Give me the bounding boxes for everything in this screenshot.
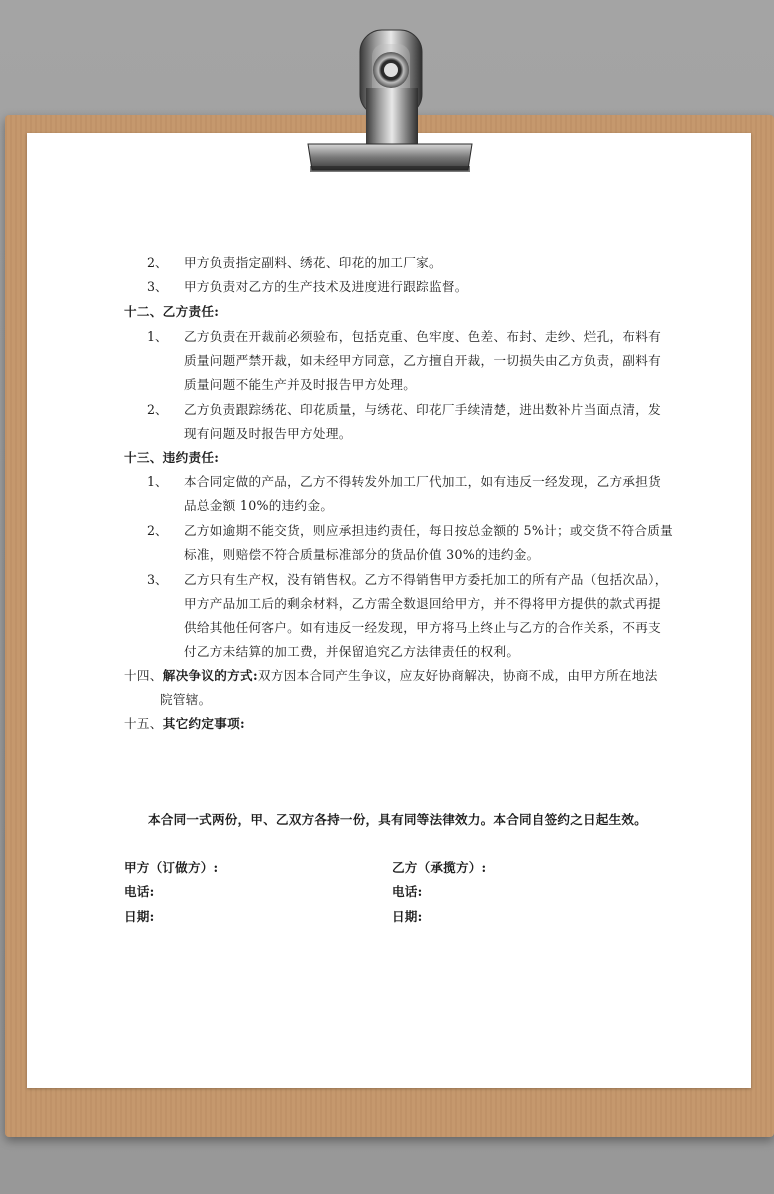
item-text: 本合同定做的产品，乙方不得转发外加工厂代加工，如有违反一经发现，乙方承担货 xyxy=(184,474,662,489)
party-a-label: 甲方（订做方）: xyxy=(124,860,219,875)
item-text: 质量问题不能生产并及时报告甲方处理。 xyxy=(184,377,417,392)
item-text: 乙方负责在开裁前必须验布，包括克重、色牢度、色差、布封、走纱、烂孔，布料有 xyxy=(184,329,662,344)
item-text: 现有问题及时报告甲方处理。 xyxy=(184,426,352,441)
item-number: 2、 xyxy=(147,255,168,270)
item-text: 乙方如逾期不能交货，则应承担违约责任，每日按总金额的 5%计；或交货不符合质量 xyxy=(184,523,674,538)
item-number: 3、 xyxy=(147,572,168,587)
section-text: 双方因本合同产生争议，应友好协商解决，协商不成，由甲方所在地法 xyxy=(257,668,658,683)
section-heading-12: 十二、乙方责任: xyxy=(124,304,220,319)
section-prefix: 十四、 xyxy=(124,668,163,683)
item-text: 品总金额 10%的违约金。 xyxy=(184,498,334,513)
party-b-label: 乙方（承揽方）: xyxy=(392,860,487,875)
item-number: 1、 xyxy=(147,474,168,489)
item-number: 3、 xyxy=(147,279,168,294)
section-heading-14 xyxy=(124,668,658,684)
section-text: 院管辖。 xyxy=(160,692,212,707)
party-b-date: 日期: xyxy=(392,909,423,924)
section-heading-13: 十三、违约责任: xyxy=(124,450,220,465)
item-text: 供给其他任何客户。如有违反一经发现，甲方将马上终止与乙方的合作关系，不再支 xyxy=(184,620,662,635)
closing-statement: 本合同一式两份，甲、乙双方各持一份，具有同等法律效力。本合同自签约之日起生效。 xyxy=(148,812,647,827)
section-heading-15 xyxy=(124,716,245,732)
item-number: 2、 xyxy=(147,523,168,538)
section-title: 其它约定事项: xyxy=(162,716,245,731)
item-text: 付乙方未结算的加工费，并保留追究乙方法律责任的权利。 xyxy=(184,644,520,659)
item-text: 甲方负责指定副料、绣花、印花的加工厂家。 xyxy=(184,255,442,270)
section-prefix: 十五、 xyxy=(124,716,163,731)
item-text: 乙方负责跟踪绣花、印花质量，与绣花、印花厂手续清楚，进出数补片当面点清，发 xyxy=(184,402,662,417)
party-a-date: 日期: xyxy=(124,909,155,924)
party-a-phone: 电话: xyxy=(124,884,155,899)
item-number: 2、 xyxy=(147,402,168,417)
item-text: 甲方负责对乙方的生产技术及进度进行跟踪监督。 xyxy=(184,279,468,294)
item-text: 乙方只有生产权，没有销售权。乙方不得销售甲方委托加工的所有产品（包括次品）， xyxy=(184,572,668,587)
item-text: 甲方产品加工后的剩余材料，乙方需全数退回给甲方，并不得将甲方提供的款式再提 xyxy=(184,596,662,611)
item-number: 1、 xyxy=(147,329,168,344)
section-title: 解决争议的方式: xyxy=(162,668,258,683)
party-b-phone: 电话: xyxy=(392,884,423,899)
item-text: 质量问题严禁开裁，如未经甲方同意，乙方擅自开裁，一切损失由乙方负责，副料有 xyxy=(184,353,662,368)
item-text: 标准，则赔偿不符合质量标准部分的货品价值 30%的违约金。 xyxy=(184,547,540,562)
